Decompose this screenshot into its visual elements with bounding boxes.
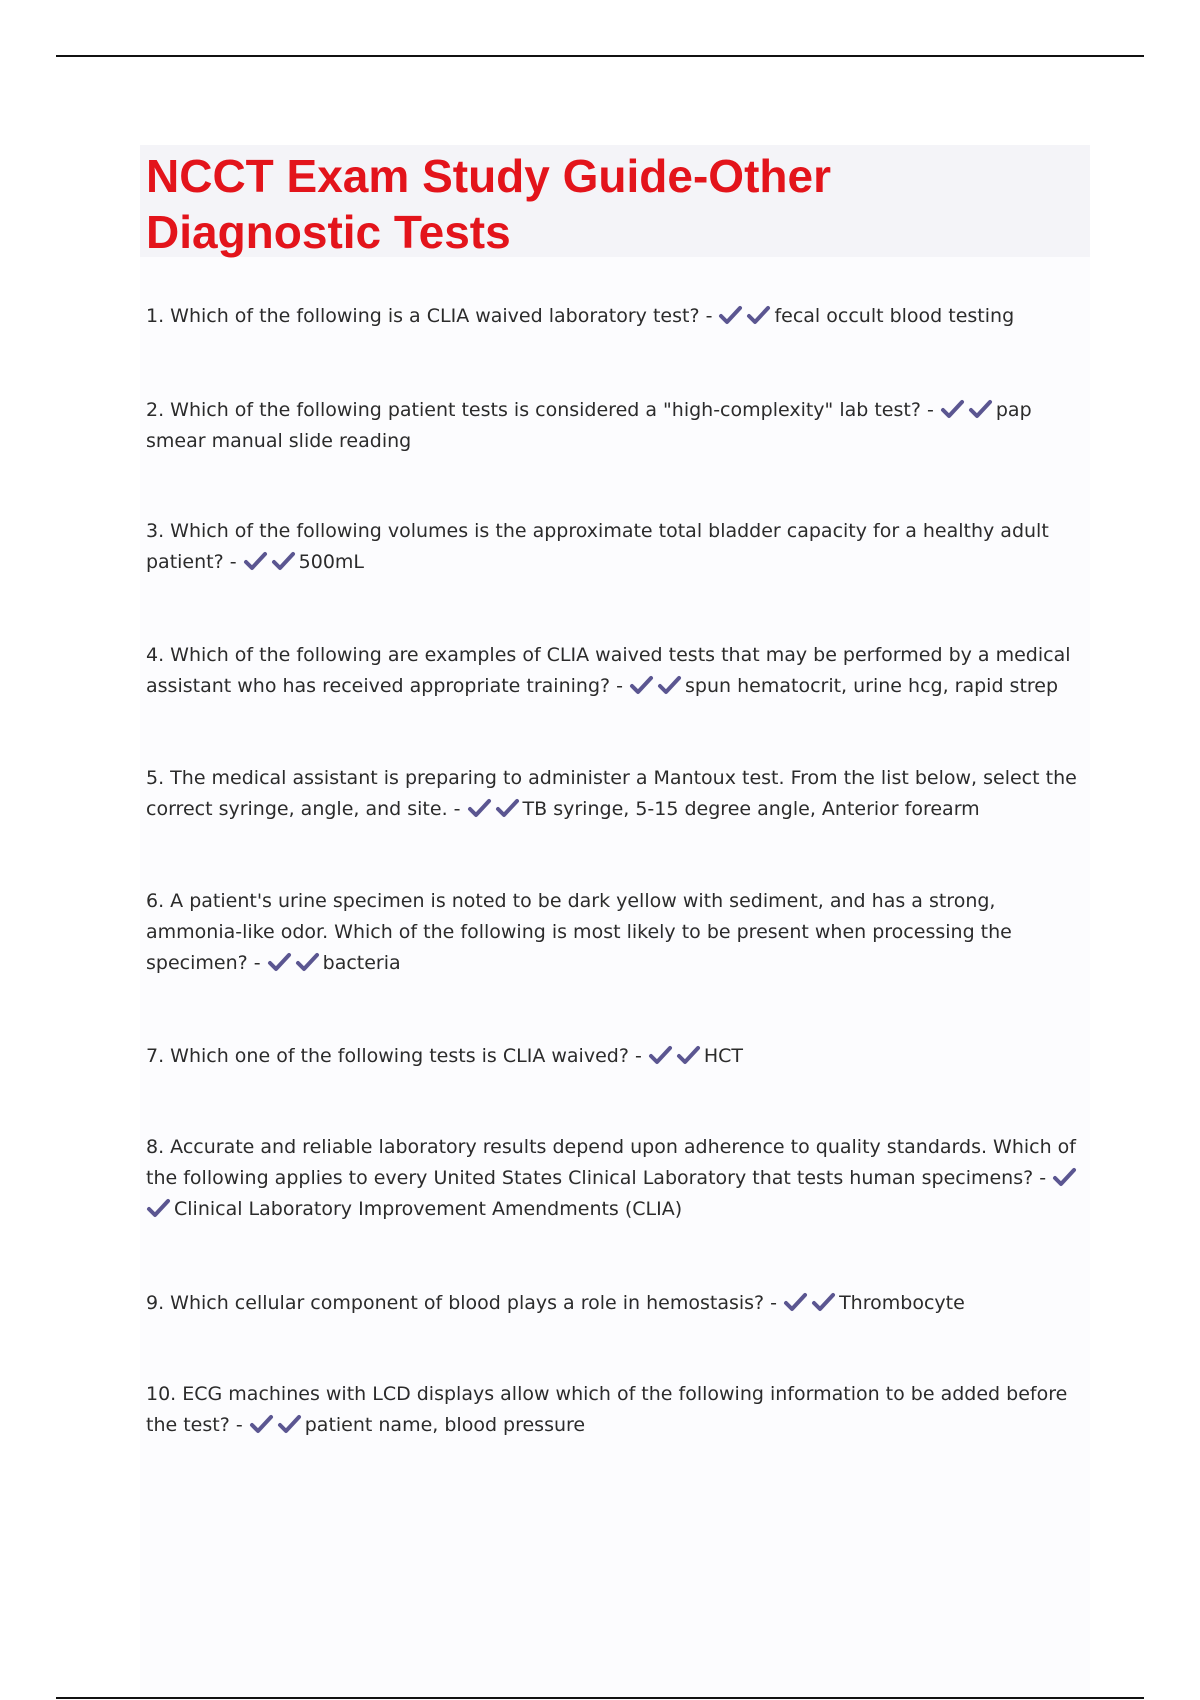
question-text: 10. ECG machines with LCD displays allow which of the following information to be added before the test? [146, 1383, 1068, 1436]
answer-text: bacteria [322, 952, 401, 974]
question-text: 8. Accurate and reliable laboratory results depend upon adherence to quality standards. Which of the following applies to every United States Clinical Laboratory that tests human specimens? [146, 1136, 1076, 1189]
check-icon [271, 551, 297, 571]
question-text: 3. Which of the following volumes is the approximate total bladder capacity for a healthy adult patient? [146, 520, 1049, 573]
qa-item-6 [146, 886, 1091, 979]
answer-text: TB syringe, 5-15 degree angle, Anterior forearm [522, 798, 980, 820]
check-icon [940, 399, 966, 419]
question-text: 2. Which of the following patient tests is considered a "high-complexity" lab test? [146, 399, 921, 421]
separator: - [628, 1045, 648, 1067]
check-icon [718, 305, 744, 325]
qa-item-10 [146, 1379, 1091, 1441]
separator: - [610, 675, 630, 697]
check-icon [146, 1198, 172, 1218]
question-text: 1. Which of the following is a CLIA waived laboratory test? [146, 305, 700, 327]
separator: - [223, 551, 243, 573]
separator: - [1033, 1167, 1053, 1189]
qa-item-3 [146, 516, 1091, 578]
qa-item-2 [146, 395, 1091, 457]
separator: - [764, 1292, 784, 1314]
answer-text: spun hematocrit, urine hcg, rapid strep [685, 675, 1059, 697]
separator: - [229, 1414, 249, 1436]
answer-text: HCT [703, 1045, 744, 1067]
check-icon [467, 798, 493, 818]
answer-text: 500mL [298, 551, 364, 573]
bottom-divider [56, 1697, 1144, 1699]
check-icon [629, 675, 655, 695]
question-text: 7. Which one of the following tests is CLIA waived? [146, 1045, 629, 1067]
question-text: 9. Which cellular component of blood plays a role in hemostasis? [146, 1292, 765, 1314]
check-icon [277, 1414, 303, 1434]
check-icon [811, 1292, 837, 1312]
answer-text: patient name, blood pressure [304, 1414, 586, 1436]
check-icon [657, 675, 683, 695]
check-icon [1052, 1167, 1078, 1187]
separator: - [447, 798, 467, 820]
separator: - [920, 399, 940, 421]
question-text: 5. The medical assistant is preparing to administer a Mantoux test. From the list below, select the correct syringe, angle, and site. [146, 767, 1077, 820]
answer-text: Clinical Laboratory Improvement Amendments (CLIA) [174, 1198, 683, 1220]
qa-item-8 [146, 1132, 1091, 1225]
check-icon [648, 1045, 674, 1065]
answer-text: fecal occult blood testing [774, 305, 1015, 327]
qa-item-5 [146, 763, 1091, 825]
question-text: 6. A patient's urine specimen is noted to be dark yellow with sediment, and has a strong, ammonia-like odor. Which of the following is most likely to be present when processing the specimen? [146, 890, 1012, 974]
qa-item-9 [146, 1288, 1091, 1319]
check-icon [267, 952, 293, 972]
qa-item-1 [146, 301, 1091, 332]
check-icon [243, 551, 269, 571]
check-icon [676, 1045, 702, 1065]
question-text: 4. Which of the following are examples of CLIA waived tests that may be performed by a medical assistant who has received appropriate training? [146, 644, 1071, 697]
qa-item-4 [146, 640, 1091, 702]
answer-text: Thrombocyte [839, 1292, 965, 1314]
answer-text: pap smear manual slide reading [146, 399, 1032, 452]
document-title: NCCT Exam Study Guide-Other Diagnostic Tests [146, 150, 831, 258]
check-icon [746, 305, 772, 325]
check-icon [968, 399, 994, 419]
separator: - [247, 952, 267, 974]
qa-item-7 [146, 1041, 1091, 1072]
check-icon [249, 1414, 275, 1434]
top-divider [56, 55, 1144, 57]
check-icon [495, 798, 521, 818]
check-icon [783, 1292, 809, 1312]
separator: - [699, 305, 719, 327]
check-icon [295, 952, 321, 972]
